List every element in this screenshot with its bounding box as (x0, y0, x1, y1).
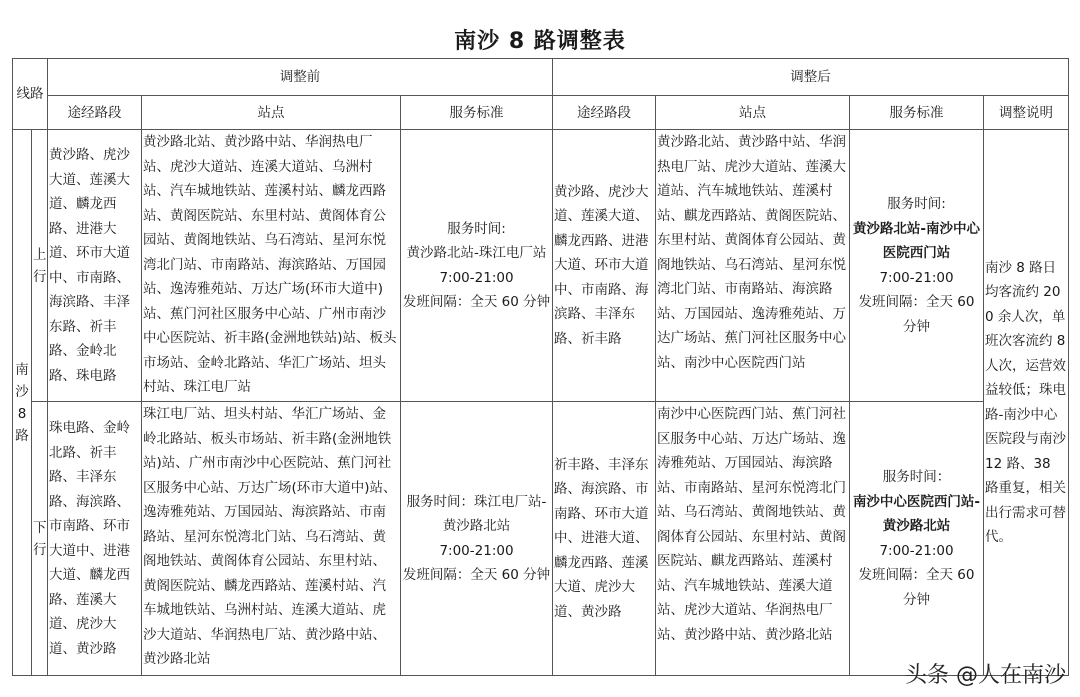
down-before-service-label: 服务时间：珠江电厂站-黄沙路北站 (406, 493, 547, 534)
down-after-hours: 7:00-21:00 (879, 542, 954, 559)
direction-up: 上行 (32, 130, 48, 402)
down-after-service-label: 服务时间： (882, 469, 951, 485)
page-title: 南沙 8 路调整表 (454, 29, 626, 54)
up-after-service-label: 服务时间: (887, 196, 946, 212)
direction-down: 下行 (32, 402, 48, 676)
header-service-before: 服务标准 (401, 96, 553, 130)
down-after-service-route: 南沙中心医院西门站-黄沙路北站 (852, 493, 981, 534)
down-after-service (850, 402, 984, 676)
header-route-before: 途经路段 (48, 96, 142, 130)
header-before: 调整前 (48, 59, 553, 96)
header-route-after: 途经路段 (553, 96, 656, 130)
up-after-hours: 7:00-21:00 (879, 269, 954, 286)
up-before-service-label: 服务时间: (447, 220, 506, 237)
adjustment-note: 南沙 8 路日均客流约 200 余人次，单班次客流约 8 人次，运营效益较低；珠电路-南沙中心医院段与南沙 12 路、38 路重复，相关出行需求可替代。 (984, 130, 1069, 676)
up-after-service-route: 黄沙路北站-南沙中心医院西门站 (852, 220, 981, 261)
up-after-stops: 黄沙路北站、黄沙路中站、华润热电厂站、虎沙大道站、莲溪大道站、汽车城地铁站、莲溪村站、麒龙西路站、黄阁医院站、东里村站、黄阁体育公园站、黄阁地铁站、乌石湾站、星河东悦湾北门站、市南路站、海滨路站、万国园站、逸涛雅苑站、万达广场站、蕉门河社区服务中心站、南沙中心医院西门站 (656, 130, 850, 402)
up-before-route: 黄沙路、虎沙大道、莲溪大道、麟龙西路、进港大道、环市大道中、市南路、海滨路、丰泽东路、祈丰路、金岭北路、珠电路 (48, 130, 142, 402)
up-before-stops: 黄沙路北站、黄沙路中站、华润热电厂站、虎沙大道站、连溪大道站、乌洲村站、汽车城地铁站、莲溪村站、麟龙西路站、黄阁医院站、东里村站、黄阁体育公园站、黄阁地铁站、乌石湾站、星河东悦湾北门站、市南路站、海滨路站、万国园站、逸涛雅苑站、万达广场(环市大道中)站、蕉门河社区服务中心站、广州市南沙中心医院站、祈丰路(金洲地铁站)站、板头市场站、金岭北路站、华汇广场站、坦头村站、珠江电厂站 (142, 130, 401, 402)
up-before-hours: 7:00-21:00 (439, 269, 514, 286)
up-before-service (401, 130, 553, 402)
down-before-route: 珠电路、金岭北路、祈丰路、丰泽东路、海滨路、市南路、环市大道中、进港大道、麟龙西路、莲溪大道、虎沙大道、黄沙路 (48, 402, 142, 676)
adjustment-table (12, 58, 1069, 676)
down-before-service (401, 402, 553, 676)
up-after-route: 黄沙路、虎沙大道、莲溪大道、麟龙西路、进港大道、环市大道中、市南路、海滨路、丰泽东路、祈丰路 (553, 130, 656, 402)
down-after-stops: 南沙中心医院西门站、蕉门河社区服务中心站、万达广场站、逸涛雅苑站、万国园站、海滨路站、市南路站、星河东悦湾北门站、乌石湾站、黄阁地铁站、黄阁体育公园站、东里村站、黄阁医院站、麒龙西路站、莲溪村站、汽车城地铁站、莲溪大道站、虎沙大道站、华润热电厂站、黄沙路中站、黄沙路北站 (656, 402, 850, 676)
up-before-interval: 发班间隔：全天 60 分钟 (402, 294, 551, 310)
header-after: 调整后 (553, 59, 1069, 96)
header-stops-after: 站点 (656, 96, 850, 130)
watermark: 头条 @人在南沙 (905, 663, 1066, 688)
down-after-interval: 发班间隔：全天 60 分钟 (858, 567, 975, 608)
header-note: 调整说明 (984, 96, 1069, 130)
down-after-route: 祈丰路、丰泽东路、海滨路、市南路、环市大道中、进港大道、麟龙西路、莲溪大道、虎沙大道、黄沙路 (553, 402, 656, 676)
up-after-service (850, 130, 984, 402)
header-line: 线路 (13, 59, 48, 130)
up-after-interval: 发班间隔：全天 60 分钟 (858, 294, 975, 335)
header-stops-before: 站点 (142, 96, 401, 130)
up-before-service-route: 黄沙路北站-珠江电厂站 (406, 245, 547, 261)
line-name: 南沙8路 (15, 361, 29, 444)
down-before-interval: 发班间隔：全天 60 分钟 (402, 567, 551, 583)
down-before-hours: 7:00-21:00 (439, 542, 514, 559)
down-before-stops: 珠江电厂站、坦头村站、华汇广场站、金岭北路站、板头市场站、祈丰路(金洲地铁站)站、广州市南沙中心医院站、蕉门河社区服务中心站、万达广场(环市大道中)站、逸涛雅苑站、万国园站、海滨路站、市南路站、星河东悦湾北门站、乌石湾站、黄阁地铁站、黄阁体育公园站、东里村站、黄阁医院站、麟龙西路站、莲溪村站、汽车城地铁站、乌洲村站、连溪大道站、虎沙大道站、华润热电厂站、黄沙路中站、黄沙路北站 (142, 402, 401, 676)
header-service-after: 服务标准 (850, 96, 984, 130)
line-name-cell (13, 130, 32, 676)
